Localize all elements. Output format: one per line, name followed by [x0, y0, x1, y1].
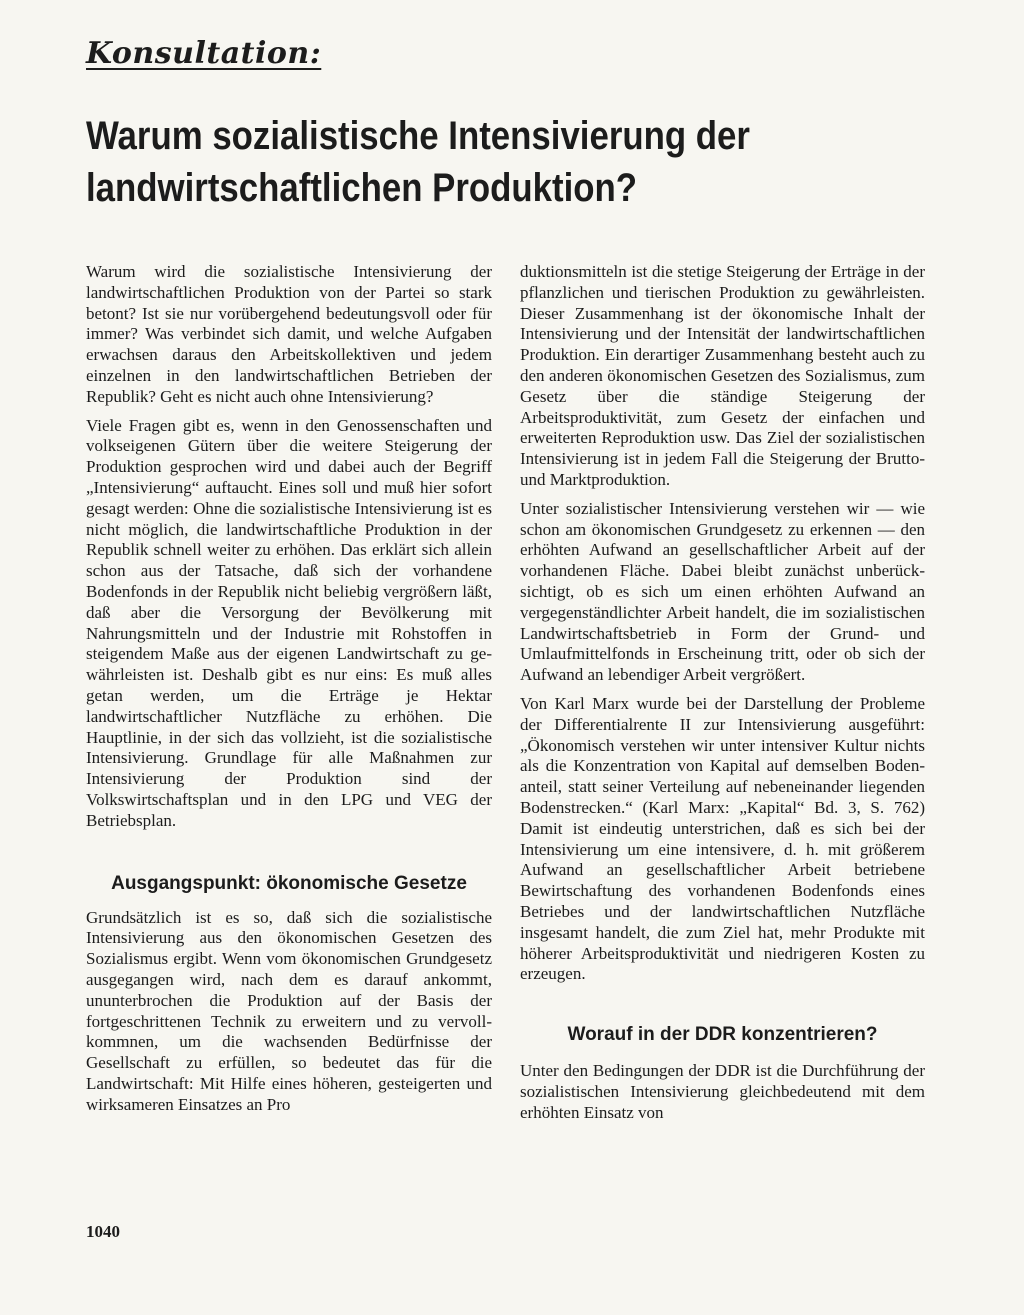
left-column — [86, 262, 492, 1123]
paragraph: Unter sozialistischer Intensivierung verstehen wir — wie schon am ökonomischen Grundgesetz zu erkennen — den erhöhten Aufwand an gesellschaftlicher Arbeit auf der vorhandenen Fläche. Dabei bleibt zunächst unberücksichtigt, ob es sich um einen erhöhten Aufwand an vergegenständlichter Arbeit handelt, die im sozialistischen Landwirtschaftsbetrieb in Form der Grund- und Umlaufmittelfonds in Erscheinung tritt, oder ob sich der Aufwand an lebendiger Arbeit vergrößert. — [520, 498, 925, 685]
paragraph: Viele Fragen gibt es, wenn in den Genossenschaften und volkseigenen Gütern über die weitere Steigerung der Produktion gesprochen wird und dabei auch der Begriff „Intensivierung“ auftaucht. Eines soll und muß hier sofort gesagt werden: Ohne die sozialistische Intensivierung ist es nicht möglich, die landwirtschaftliche Produktion in der Republik schnell weiter zu erhöhen. Das erklärt sich allein schon aus der Tatsache, daß sich der vorhandene Bodenfonds in der Republik nicht beliebig vergrößern läßt, daß aber die Versorgung der Bevölkerung mit Nahrungsmitteln und der Industrie mit Rohstoffen in steigendem Maße aus der eigenen Landwirtschaft zu gewährleisten ist. Deshalb gibt es nur eins: Es muß alles getan werden, um die Erträge je Hektar landwirtschaftlicher Nutzfläche zu erhöhen. Die Hauptlinie, in der sich das vollzieht, ist die sozialistische Intensivierung. Grundlage für alle Maßnahmen zur Intensivierung der Produktion sind der Volkswirtschaftsplan und in den LPG und VEG der Betriebsplan. — [86, 415, 492, 830]
paragraph: Von Karl Marx wurde bei der Darstellung der Probleme der Differentialrente II zur Intensivierung ausgeführt: „Ökonomisch verstehen wir unter intensiver Kultur nichts als die Konzentration von Kapital auf demselben Bodenanteil, statt seiner Verteilung auf nebeneinander liegenden Bodenstrecken.“ (Karl Marx: „Kapital“ Bd. 3, S. 762) Damit ist eindeutig unterstrichen, daß es sich bei der Intensivierung um eine intensivere, d. h. mit größerem Aufwand an gesellschaftlicher Arbeit betriebene Bewirtschaftung des vorhandenen Bodenfonds eines Betriebes und der landwirtschaftlichen Nutzfläche insgesamt handelt, die zum Ziel hat, mehr Produkte mit höherer Arbeitsproduktivität und niedrigeren Kosten zu erzeugen. — [520, 693, 925, 984]
page-number: 1040 — [86, 1222, 120, 1241]
paragraph: duktionsmitteln ist die stetige Steigerung der Erträge in der pflanzlichen und tierischen Produktion zu gewährleisten. Dieser Zusammenhang ist der ökonomische Inhalt der Intensivierung und der Intensität der landwirtschaftlichen Produktion. Ein derartiger Zusammenhang besteht auch zu den anderen ökonomischen Gesetzen des Sozialismus, zum Gesetz über die ständige Steigerung der Arbeitsproduktivität, zum Gesetz der einfachen und erweiterten Reproduktion usw. Das Ziel der sozialistischen Intensivierung ist in jedem Fall die Steigerung der Brutto- und Marktproduktion. — [520, 262, 925, 489]
paragraph: Grundsätzlich ist es so, daß sich die sozialistische Intensivierung aus den ökonomischen Gesetzen des Sozialismus ergibt. Wenn vom ökonomischen Grundgesetz ausgegangen wird, nach dem es darauf ankommt, ununterbrochen die Produktion auf der Basis der fortgeschrittenen Technik zu erweitern und zu vervollkommnen, um die wachsenden Bedürfnisse der Gesellschaft zu erfüllen, so bedeutet das für die Landwirtschaft: Mit Hilfe eines höheren, gesteigerten und wirksameren Einsatzes an Pro — [86, 907, 492, 1114]
paragraph: Unter den Bedingungen der DDR ist die Durchführung der sozialistischen Intensivierung gleichbedeutend mit dem erhöhten Einsatz von — [520, 1061, 925, 1122]
section-kicker: Konsultation: — [86, 36, 322, 71]
right-column — [520, 262, 925, 1131]
subheading: Worauf in der DDR konzentrieren? — [567, 1024, 878, 1046]
article-headline: Warum sozialistische Intensivierung der landwirtschaftlichen Produktion? — [86, 114, 750, 210]
paragraph: Warum wird die sozialistische Intensivierung der landwirtschaftlichen Produktion von der Partei so stark betont? Ist sie nur vorübergehend bedeutungsvoll oder für immer? Was verbindet sich damit, und welche Aufgaben erwachsen daraus den Arbeitskollektiven und jedem einzelnen in den landwirtschaftlichen Betrieben der Republik? Geht es nicht auch ohne Intensivierung? — [86, 262, 492, 406]
subheading: Ausgangspunkt: ökonomische Gesetze — [111, 872, 467, 894]
